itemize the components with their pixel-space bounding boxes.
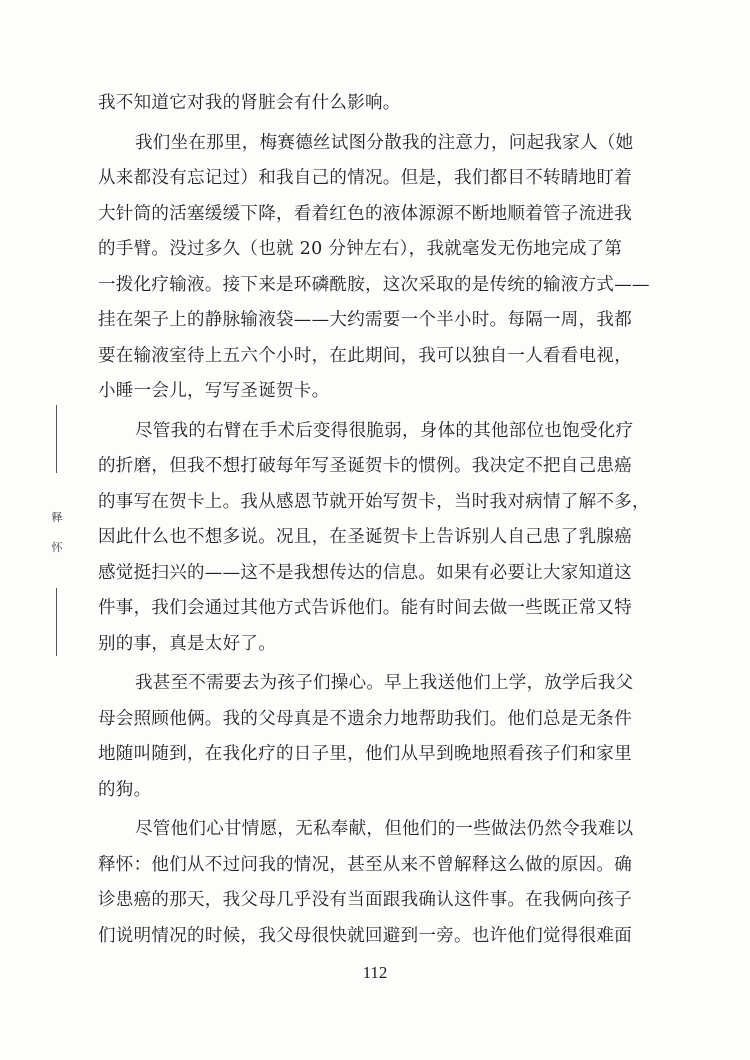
text-line: 件事，我们会通过其他方式告诉他们。能有时间去做一些既正常又特 xyxy=(98,598,632,618)
text-line: 挂在架子上的静脉输液袋——大约需要一个半小时。每隔一周，我都 xyxy=(98,310,632,330)
text-line: 要在输液室待上五六个小时，在此期间，我可以独自一人看看电视， xyxy=(98,345,632,366)
text-line: 的狗。 xyxy=(98,779,152,800)
running-head-char: 释 xyxy=(51,511,63,524)
text-line: 释怀：他们从不过问我的情况，甚至从来不曾解释这么做的原因。确 xyxy=(98,854,632,875)
text-line: 的折磨，但我不想打破每年写圣诞贺卡的惯例。我决定不把自己患癌 xyxy=(98,456,632,476)
page-number: 112 xyxy=(362,963,388,982)
body-text xyxy=(98,86,658,954)
running-head xyxy=(47,503,67,563)
text-line: 从来都没有忘记过）和我自己的情况。但是，我们都目不转睛地盯着 xyxy=(98,168,632,188)
text-line: 大针筒的活塞缓缓下降，看着红色的液体源源不断地顺着管子流进我 xyxy=(98,203,632,224)
text-line: 母会照顾他俩。我的父母真是不遗余力地帮助我们。他们总是无条件 xyxy=(98,708,632,729)
text-line: 因此什么也不想多说。况且，在圣诞贺卡上告诉别人自己患了乳腺癌 xyxy=(98,527,632,547)
text-line: 诊患癌的那天，我父母几乎没有当面跟我确认这件事。在我俩向孩子 xyxy=(98,890,632,910)
text-line: 我不知道它对我的肾脏会有什么影响。 xyxy=(98,93,401,113)
text-line: 尽管他们心甘情愿，无私奉献，但他们的一些做法仍然令我难以 xyxy=(135,819,634,839)
text-line: 的事写在贺卡上。我从感恩节就开始写贺卡，当时我对病情了解不多， xyxy=(98,491,650,512)
text-line: 的手臂。没过多久（也就 20 分钟左右），我就毫发无伤地完成了第 xyxy=(98,239,623,259)
text-line: 地随叫随到，在我化疗的日子里，他们从早到晚地照看孩子们和家里 xyxy=(98,744,632,764)
text-line: 我甚至不需要去为孩子们操心。早上我送他们上学，放学后我父 xyxy=(135,673,634,693)
text-line: 们说明情况的时候，我父母很快就回避到一旁。也许他们觉得很难面 xyxy=(98,925,632,946)
text-line: 别的事，真是太好了。 xyxy=(98,633,276,654)
text-line: 感觉挺扫兴的——这不是我想传达的信息。如果有必要让大家知道这 xyxy=(98,562,632,583)
text-line: 小睡一会儿，写写圣诞贺卡。 xyxy=(98,381,330,401)
margin-rule-top xyxy=(56,405,57,473)
running-head-char: 怀 xyxy=(51,541,63,554)
text-line: 一拨化疗输液。接下来是环磷酰胺，这次采取的是传统的输液方式—— xyxy=(98,274,650,295)
margin-rule-bottom xyxy=(56,588,57,656)
text-line: 我们坐在那里，梅赛德丝试图分散我的注意力，问起我家人（她 xyxy=(135,132,634,153)
text-line: 尽管我的右臂在手术后变得很脆弱，身体的其他部位也饱受化疗 xyxy=(135,420,634,441)
